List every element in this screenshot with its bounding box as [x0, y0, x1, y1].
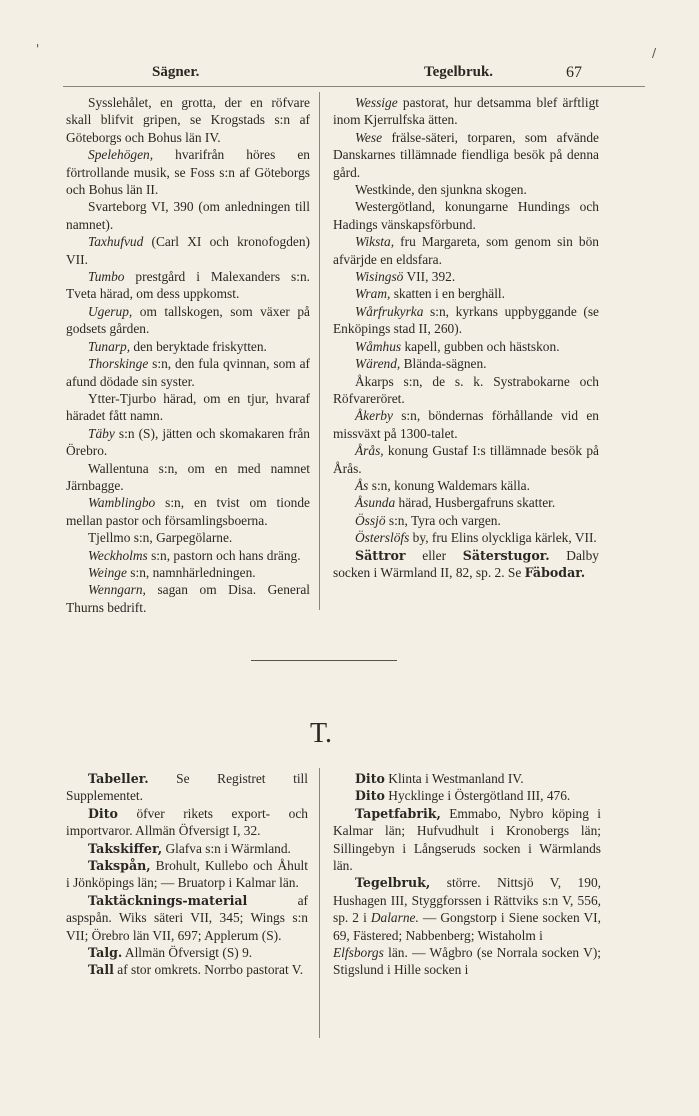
- entry-text: Westergötland, konungarne Hundings och Hadings vänskapsförbund.: [333, 199, 599, 232]
- left-top-entry: [66, 564, 310, 581]
- entry-text: s:n, pastorn och hans dräng.: [147, 547, 301, 563]
- left-column-bottom: [66, 770, 308, 979]
- left-top-entry: [66, 581, 310, 616]
- entry-text: hvarifrån höres en förtrollande musik, se Foss s:n af Göteborgs och Bohus län II.: [66, 147, 310, 198]
- entry-head: Össjö: [355, 512, 386, 528]
- entry-text: prestgård i Malexanders s:n. Tveta härad, om dess uppkomst.: [66, 269, 310, 302]
- section-letter: T.: [310, 718, 333, 749]
- entry-text: s:n, en tvist om tionde mellan pastor och församlingsboerna.: [66, 495, 310, 528]
- right-top-entry: [333, 94, 599, 129]
- entry-head: Talg.: [88, 945, 123, 961]
- entry-head: Ås: [355, 477, 369, 493]
- entry-head: Dito: [355, 788, 385, 804]
- left-top-entry: [66, 460, 310, 495]
- left-bottom-entry: [66, 944, 308, 961]
- right-top-entry: [333, 442, 599, 477]
- entry-text: Tjellmo s:n, Garpegölarne.: [88, 530, 233, 546]
- entry-text: s:n, konung Waldemars källa.: [368, 477, 530, 493]
- margin-mark-top-left: ': [36, 42, 40, 56]
- right-top-entry: [333, 303, 599, 338]
- entry-text: konung Gustaf I:s tillämnade besök på Årås.: [333, 443, 599, 476]
- right-top-entry: [333, 198, 599, 233]
- right-top-entry: [333, 233, 599, 268]
- right-bottom-entry: [333, 944, 601, 979]
- right-top-entry: [333, 181, 599, 198]
- entry-text: Wallentuna s:n, om en med namnet Järnbagge.: [66, 460, 310, 493]
- entry-head: Täby: [88, 425, 115, 441]
- entry-head: Tall: [88, 962, 114, 978]
- entry-head: Taxhufvud: [88, 234, 144, 250]
- cross-reference: Fäbodar.: [524, 564, 586, 580]
- entry-head: Tumbo: [88, 269, 125, 285]
- entry-text: Ytter-Tjurbo härad, om en tjur, hvaraf häradet fått namn.: [66, 390, 310, 424]
- entry-head: Sättror: [355, 547, 406, 563]
- right-top-entry: [333, 268, 599, 285]
- running-header-right: Tegelbruk.: [424, 64, 494, 80]
- entry-text: s:n, böndernas förhållande vid en missväxt på 1300-talet.: [333, 408, 599, 441]
- right-top-entry: [333, 529, 599, 546]
- entry-text: större. Nittsjö V, 190, Hushagen III, Styggforssen i Rättviks s:n V, 556, sp. 2 i: [333, 875, 601, 926]
- entry-text: Blända-sägnen.: [400, 356, 487, 372]
- entry-head: Takskiffer,: [88, 840, 163, 856]
- left-top-entry: [66, 94, 310, 146]
- entry-head: Ugerup,: [88, 303, 133, 319]
- entry-emphasis: Elfsborgs: [333, 945, 384, 961]
- entry-head: Säterstugor.: [462, 547, 550, 563]
- left-bottom-entry: [66, 961, 308, 978]
- entry-text: Hycklinge i Östergötland III, 476.: [384, 788, 571, 804]
- left-top-entry: [66, 390, 310, 425]
- entry-head: Åkerby: [355, 408, 393, 424]
- left-top-entry: [66, 233, 310, 268]
- entry-head: Wram,: [355, 286, 391, 302]
- entry-text: VII, 392.: [403, 269, 456, 285]
- right-bottom-entry: [333, 874, 601, 944]
- entry-text: härad, Husbergafruns skatter.: [395, 495, 556, 511]
- entry-head: Weinge: [88, 564, 127, 580]
- section-separator: [251, 660, 397, 661]
- entry-text: Svarteborg VI, 390 (om anledningen till namnet).: [66, 199, 310, 232]
- entry-head: Thorskinge: [88, 356, 149, 372]
- right-top-entry: [333, 512, 599, 529]
- left-top-entry: [66, 146, 310, 198]
- entry-head: Wessige: [355, 95, 398, 110]
- entry-text: Allmän Öfversigt (S) 9.: [122, 945, 253, 961]
- entry-text: län. — Wågbro (se Norrala socken V); Stigslund i Hille socken i: [333, 945, 601, 978]
- left-column-top: [66, 94, 310, 616]
- right-top-entry: [333, 373, 599, 408]
- left-bottom-entry: [66, 840, 308, 857]
- left-top-entry: [66, 494, 310, 529]
- entry-text: s:n, kyrkans uppbyggande (se Enköpings stad II, 260).: [333, 303, 599, 337]
- margin-mark-top-right: /: [652, 46, 657, 60]
- entry-head: Takspån,: [88, 858, 151, 874]
- entry-text: kapell, gubben och hästskon.: [401, 338, 560, 354]
- entry-text: Se Registret till Supplementet.: [66, 771, 308, 804]
- entry-text: Dalby socken i Wärmland II, 82, sp. 2. Se: [333, 547, 600, 580]
- right-top-entry: [333, 494, 599, 511]
- entry-head: Österslöfs: [355, 530, 410, 546]
- left-bottom-entry: [66, 892, 308, 944]
- running-header-left: Sägner.: [152, 64, 200, 80]
- entry-head: Tabeller.: [88, 771, 149, 786]
- entry-text: frälse-säteri, torparen, som afvände Danskarnes tillämnade fiendliga besök på denna gård.: [333, 129, 599, 180]
- column-divider-top: [319, 92, 320, 610]
- left-top-entry: [66, 425, 310, 460]
- entry-text: s:n, Tyra och vargen.: [385, 512, 501, 528]
- right-top-entry: [333, 407, 599, 442]
- right-column-top: [333, 94, 599, 581]
- entry-text: eller: [405, 547, 463, 563]
- entry-text: Brohult, Kullebo och Åhult i Jönköpings län; — Bruatorp i Kalmar län.: [66, 858, 308, 891]
- entry-text: af stor omkrets. Norrbo pastorat V.: [113, 962, 304, 978]
- right-column-bottom: [333, 770, 601, 979]
- entry-head: Tunarp,: [88, 338, 131, 354]
- left-top-entry: [66, 268, 310, 303]
- entry-text: Glafva s:n i Wärmland.: [162, 840, 291, 856]
- right-top-entry: [333, 477, 599, 494]
- left-top-entry: [66, 198, 310, 233]
- left-top-entry: [66, 338, 310, 355]
- entry-head: Wiksta,: [355, 234, 395, 250]
- entry-text: s:n (S), jätten och skomakaren från Örebro.: [66, 425, 310, 459]
- left-top-entry: [66, 303, 310, 338]
- entry-text: — Gongstorp i Siene socken VI, 69, Fästered; Nabbenberg; Wistaholm i: [333, 910, 601, 943]
- right-top-entry: [333, 285, 599, 302]
- entry-head: Wåmhus: [355, 338, 402, 354]
- entry-head: Wärend,: [355, 356, 401, 372]
- right-bottom-entry: [333, 787, 601, 804]
- column-divider-bottom: [319, 768, 320, 1038]
- left-top-entry: [66, 547, 310, 564]
- entry-sattror: [333, 547, 599, 582]
- entry-text: fru Margareta, som genom sin bön afvärjde en eldsfara.: [333, 234, 599, 267]
- left-top-entry: [66, 355, 310, 390]
- entry-head: Spelehögen,: [88, 147, 154, 163]
- entry-text: om tallskogen, som växer på godsets gården.: [66, 303, 310, 337]
- entry-head: Taktäcknings-material: [88, 892, 248, 908]
- entry-head: Åsunda: [355, 495, 396, 511]
- entry-text: (Carl XI och kronofogden) VII.: [66, 234, 310, 267]
- entry-head: Wårfrukyrka: [355, 303, 424, 319]
- right-bottom-entry: [333, 805, 601, 875]
- right-top-entry: [333, 355, 599, 372]
- entry-emphasis: Dalarne.: [370, 910, 419, 926]
- entry-head: Weckholms: [88, 547, 148, 563]
- entry-text: af aspspån. Wiks säteri VII, 345; Wings s:n VII; Örebro län VII, 697; Applerum (S).: [66, 892, 308, 943]
- entry-text: Åkarps s:n, de s. k. Systrabokarne och Röfvareröret.: [333, 373, 599, 406]
- entry-text: by, fru Elins olyckliga kärlek, VII.: [409, 530, 597, 546]
- page-number: 67: [566, 64, 582, 81]
- entry-head: Tegelbruk,: [355, 875, 431, 891]
- entry-text: Emmabo, Nybro köping i Kalmar län; Hufvudhult i Kronobergs län; Sillingebyn i Långseruds socken i Wärmlands län.: [333, 805, 601, 874]
- left-bottom-entry: [66, 805, 308, 840]
- entry-text: öfver rikets export- och importvaror. Allmän Öfversigt I, 32.: [66, 805, 308, 839]
- entry-text: sagan om Disa. General Thurns bedrift.: [66, 582, 310, 615]
- entry-text: pastorat, hur detsamma blef ärftligt inom Kjerrulfska ätten.: [333, 95, 599, 128]
- entry-head: Wese: [355, 129, 383, 145]
- entry-text: den beryktade friskytten.: [130, 338, 267, 354]
- right-bottom-entry: [333, 770, 601, 787]
- entry-head: Wenngarn,: [88, 582, 146, 598]
- entry-head: Dito: [355, 771, 385, 786]
- entry-text: s:n, namnhärledningen.: [126, 564, 256, 580]
- entry-text: Klinta i Westmanland IV.: [384, 771, 524, 786]
- header-rule: [63, 86, 645, 87]
- entry-head: Tapetfabrik,: [355, 805, 441, 821]
- right-top-entry: [333, 129, 599, 181]
- left-top-entry: [66, 529, 310, 546]
- entry-text: Sysslehålet, en grotta, der en röfvare skall blifvit gripen, se Krogstads s:n af Göteborgs och Bohus län IV.: [66, 95, 310, 145]
- entry-head: Årås,: [355, 443, 384, 459]
- entry-text: Westkinde, den sjunkna skogen.: [355, 182, 527, 198]
- left-bottom-entry: [66, 857, 308, 892]
- entry-text: skatten i en berghäll.: [390, 286, 506, 302]
- entry-head: Dito: [88, 805, 118, 821]
- right-column-top-entries: [333, 94, 599, 547]
- entry-text: s:n, den fula qvinnan, som af afund dödade sin syster.: [66, 356, 310, 389]
- left-bottom-entry: [66, 770, 308, 805]
- right-top-entry: [333, 338, 599, 355]
- entry-head: Wamblingbo: [88, 495, 156, 511]
- entry-head: Wisingsö: [355, 269, 404, 285]
